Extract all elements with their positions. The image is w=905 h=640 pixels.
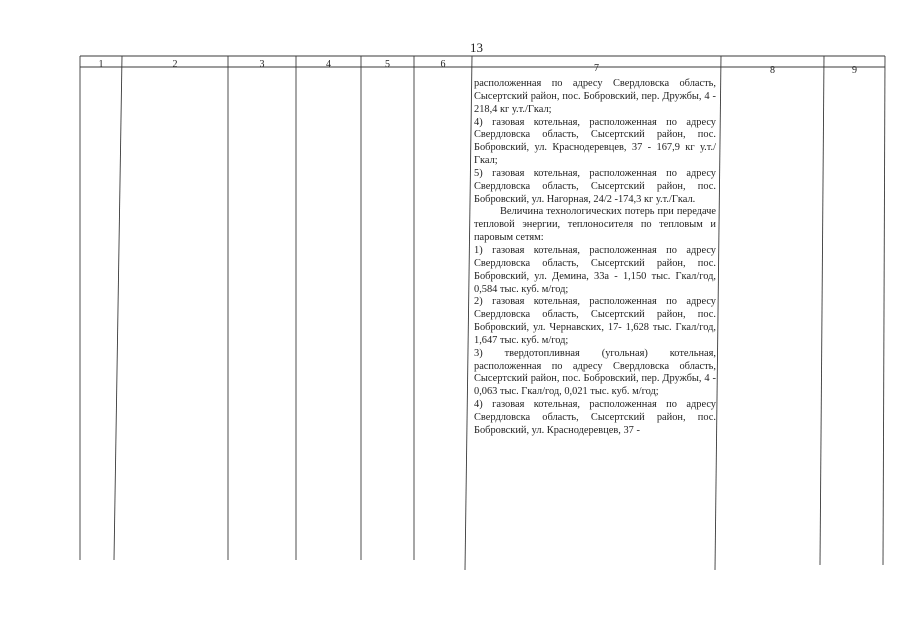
column-header-7: 7 xyxy=(594,63,599,74)
col-border-right xyxy=(883,56,885,565)
page-number: 13 xyxy=(470,40,483,55)
column-7-cell xyxy=(474,78,716,438)
text-paragraph: 4) газовая котельная, расположенная по адресу Свердловска область, Сысертский район, пос. Бобровский, ул. Краснодеревцев, 37 - 167,9 кг у.т./Гкал; xyxy=(474,116,716,167)
col-border-6-7 xyxy=(465,56,472,570)
column-header-6: 6 xyxy=(440,59,446,70)
text-paragraph: 5) газовая котельная, расположенная по адресу Свердловска область, Сысертский район, пос. Бобровский, ул. Нагорная, 24/2 -174,3 кг у.т./Гкал. xyxy=(474,167,716,205)
text-paragraph: расположенная по адресу Свердловска область, Сысертский район, пос. Бобровский, пер. Дружбы, 4 - 218,4 кг у.т./Гкал; xyxy=(474,78,716,115)
text-paragraph: 4) газовая котельная, расположенная по адресу Свердловска область, Сысертский район, пос. Бобровский, ул. Краснодеревцев, 37 - xyxy=(474,399,716,436)
column-header-8: 8 xyxy=(770,65,775,76)
text-paragraph: 1) газовая котельная, расположенная по адресу Свердловска область, Сысертский район, пос. Бобровский, ул. Демина, 33а - 1,150 тыс. Гкал/год, 0,584 тыс. куб. м/год; xyxy=(474,244,716,295)
column-header-4: 4 xyxy=(326,59,331,70)
text-paragraph: Величина технологических потерь при передаче тепловой энергии, теплоносителя по тепловым и паровым сетям: xyxy=(474,206,716,244)
col-border-8-9 xyxy=(820,56,824,565)
column-header-3: 3 xyxy=(259,59,265,70)
column-header-2: 2 xyxy=(172,59,178,70)
column-header-9: 9 xyxy=(852,65,857,76)
text-paragraph: 2) газовая котельная, расположенная по адресу Свердловска область, Сысертский район, пос. Бобровский, ул. Чернавских, 17- 1,628 тыс. Гкал/год, 1,647 тыс. куб. м/год; xyxy=(474,296,716,346)
column-header-1: 1 xyxy=(98,59,104,70)
column-header-5: 5 xyxy=(385,59,390,70)
col-border-1-2 xyxy=(114,56,122,560)
text-paragraph: 3) твердотопливная (угольная) котельная, расположенная по адресу Свердловска область, Сысертский район, пос. Бобровский, пер. Дружбы, 4 - 0,063 тыс. Гкал/год, 0,021 тыс. куб. м/год; xyxy=(474,347,716,398)
